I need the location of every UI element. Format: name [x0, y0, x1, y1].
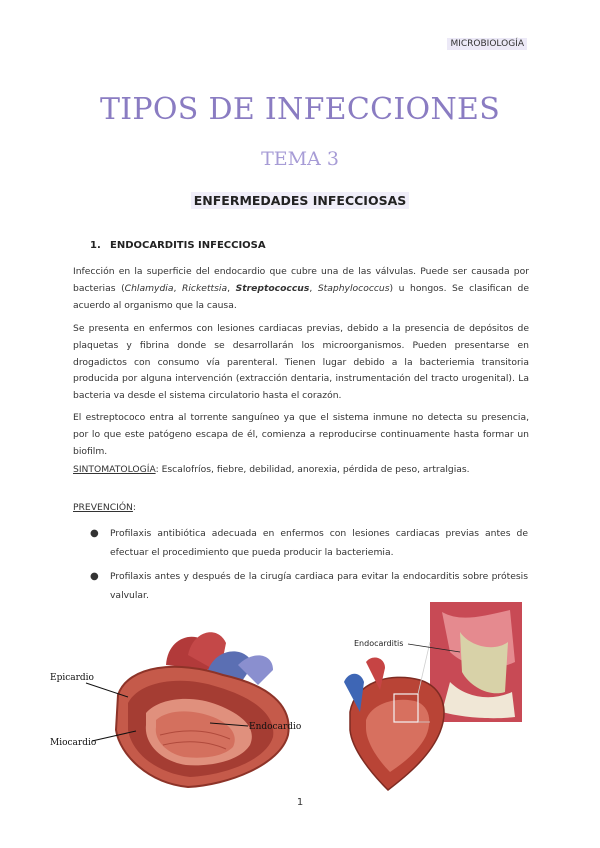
- heart-layers-illustration: [48, 625, 338, 790]
- endocarditis-label: Endocarditis: [354, 639, 404, 648]
- p1-sep2: ,: [227, 282, 236, 294]
- endocarditis-illustration: [330, 602, 540, 797]
- page-number: 1: [296, 797, 304, 808]
- p1-text-b: ) u hongos. Se clasifican de acuerdo al organismo que la causa.: [73, 282, 529, 311]
- p1-text-a: Infección en la superficie del endocardio que cubre una de las válvulas. Puede ser causada por bacterias (: [73, 266, 529, 294]
- paragraph-2: Se presenta en enfermos con lesiones cardiacas previas, debido a la presencia de depósitos de plaquetas y fibrina donde se desarrollarán los microorganismos. Pueden presentarse en drogadictos con consumo vía parenteral. Tienen lugar debido a la bacteriemia transitoria producida por alguna intervención (extracción dentaria, instrumentación del tracto urogenital). La bacteria va desde el sistema circulatorio hasta el corazón.: [73, 323, 529, 402]
- section-title: [0, 193, 600, 208]
- prevencion-colon: :: [132, 502, 137, 513]
- endocardio-label: Endocardio: [249, 722, 302, 732]
- paragraph-1: [73, 264, 529, 314]
- p1-sep1: ,: [173, 282, 182, 294]
- section-title-text: ENFERMEDADES INFECCIOSAS: [191, 192, 410, 209]
- p1-chlamydia: Chlamydia: [124, 282, 174, 294]
- sintomatologia-label: SINTOMATOLOGÍA: [73, 464, 156, 475]
- bullet-dot: ●: [90, 528, 99, 539]
- prevencion-bullet-2: [90, 567, 528, 605]
- heading-number: 1.: [90, 240, 101, 251]
- epicardio-label: Epicardio: [50, 673, 94, 683]
- prevencion-bullet-1: [90, 524, 528, 562]
- sintomatologia: [73, 464, 470, 475]
- sintomatologia-text: : Escalofríos, fiebre, debilidad, anorexia, pérdida de peso, artralgias.: [155, 464, 470, 475]
- bullet-text: Profilaxis antibiótica adecuada en enfermos con lesiones cardiacas previas antes de efectuar el procedimiento que pueda producir la bacteriemia.: [110, 528, 528, 558]
- p1-rickettsia: Rickettsia: [181, 282, 228, 294]
- p1-staphylococcus: Staphylococcus: [317, 282, 390, 294]
- heading-endocarditis: [90, 240, 266, 251]
- p1-streptococcus: Streptococcus: [235, 282, 310, 294]
- header-label: MICROBIOLOGÍA: [447, 38, 527, 50]
- prevencion-heading: [73, 502, 136, 513]
- miocardio-label: Miocardio: [50, 738, 97, 748]
- page-title: TIPOS DE INFECCIONES: [99, 92, 501, 127]
- paragraph-3: El estreptococo entra al torrente sanguíneo ya que el sistema inmune no detecta su presencia, por lo que este patógeno escapa de él, comienza a reproducirse continuamente hasta formar un biofilm.: [73, 412, 529, 457]
- p1-sep3: ,: [309, 282, 318, 294]
- heading-text: ENDOCARDITIS INFECCIOSA: [110, 240, 266, 251]
- bullet-text: Profilaxis antes y después de la cirugía cardiaca para evitar la endocarditis sobre prótesis valvular.: [110, 571, 528, 601]
- bullet-dot: ●: [90, 571, 99, 582]
- page-subtitle: TEMA 3: [261, 148, 339, 170]
- prevencion-label: PREVENCIÓN: [73, 502, 133, 513]
